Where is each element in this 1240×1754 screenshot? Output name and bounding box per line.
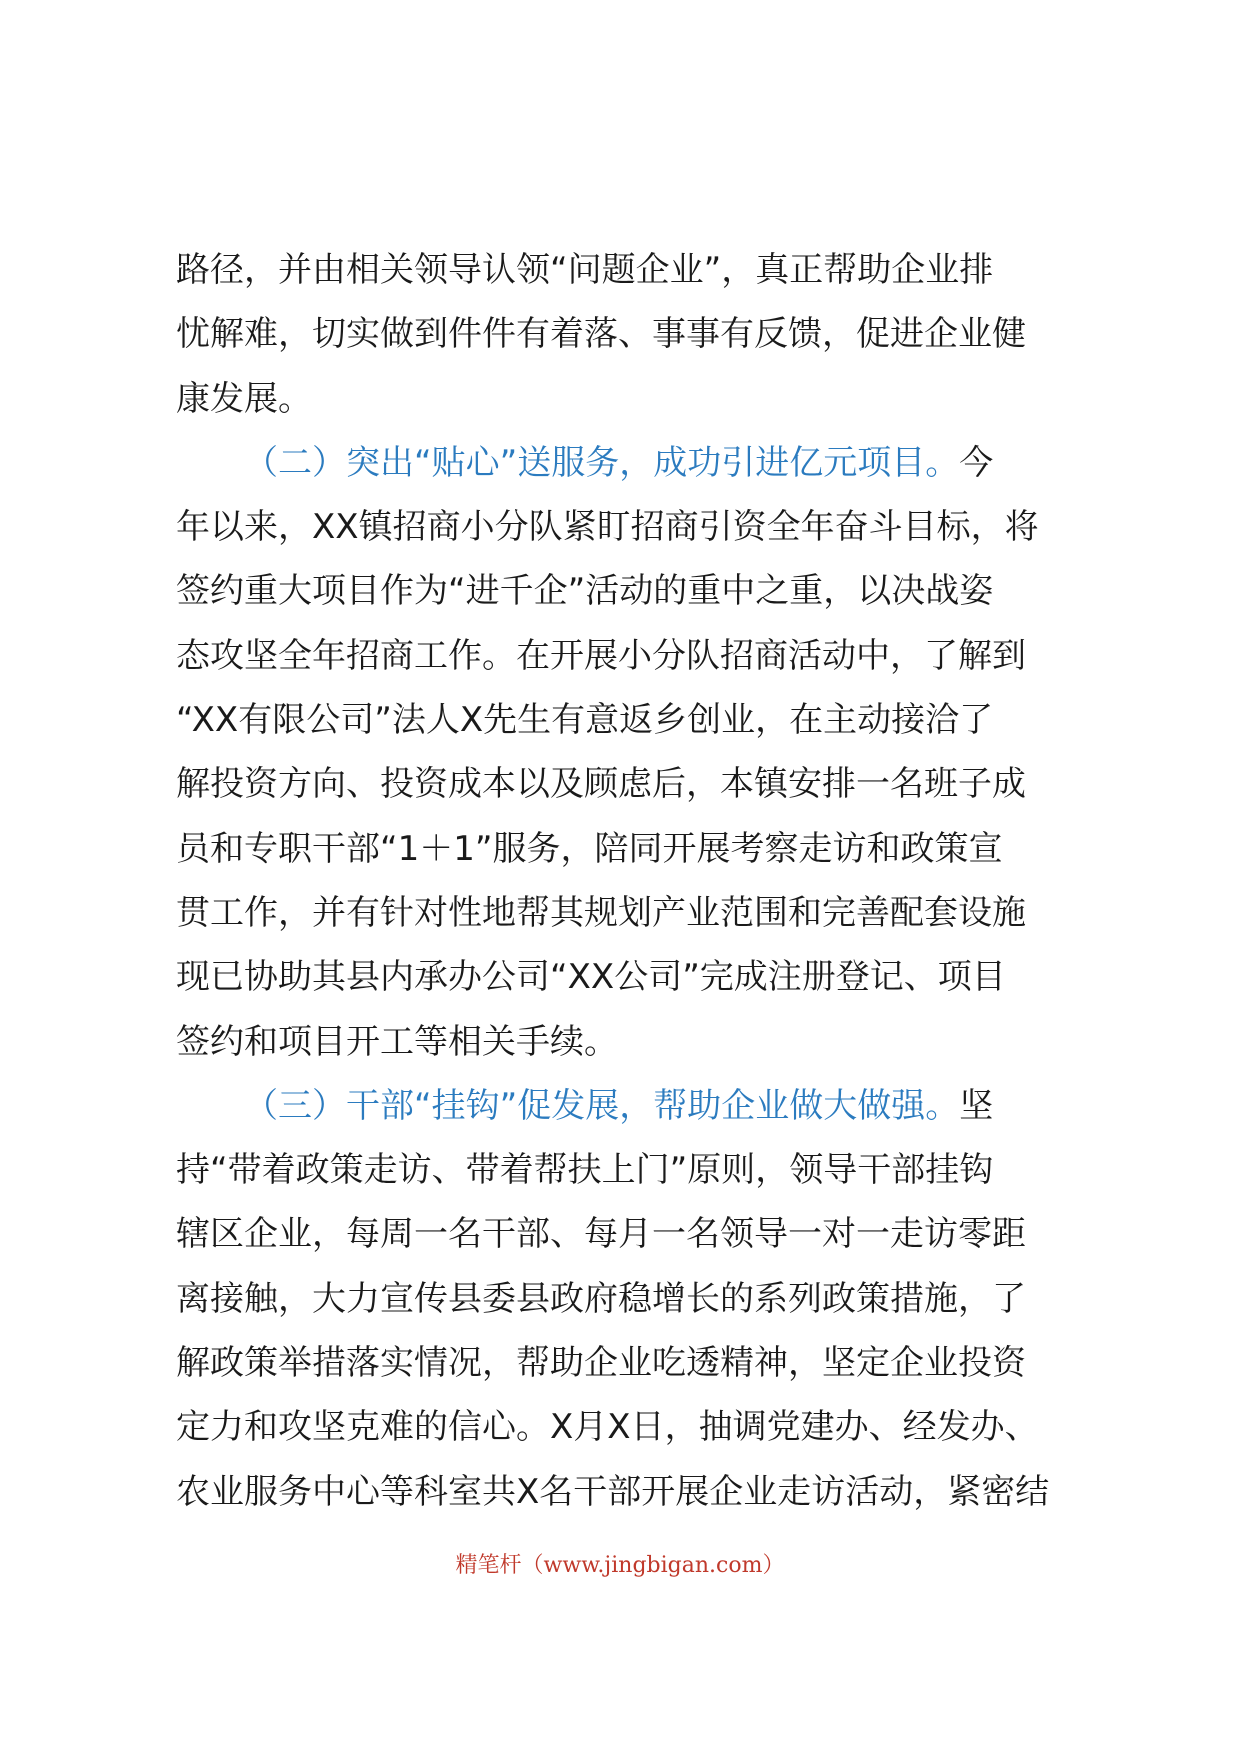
text-line: 定力和攻坚克难的信心。X月X日，抽调党建办、经发办、 <box>176 1407 1039 1448</box>
footer-watermark: 精笔杆（www.jingbigan.com） <box>455 1553 785 1578</box>
text-line: “XX有限公司”法人X先生有意返乡创业，在主动接洽了 <box>176 700 994 741</box>
text-line: 离接触，大力宣传县委县政府稳增长的系列政策措施，了 <box>176 1278 1026 1319</box>
text-line: 康发展。 <box>176 378 312 419</box>
text-line: 年以来，XX镇招商小分队紧盯招商引资全年奋斗目标，将 <box>176 507 1039 548</box>
text-line: 员和专职干部“1＋1”服务，陪同开展考察走访和政策宣 <box>176 828 1003 869</box>
section-heading-3: （三）干部“挂钩”促发展，帮助企业做大做强。 <box>244 1085 960 1126</box>
text-line: 贯工作，并有针对性地帮其规划产业范围和完善配套设施 <box>176 892 1026 933</box>
section-heading-line <box>176 1074 1116 1138</box>
text-line: 解投资方向、投资成本以及顾虑后，本镇安排一名班子成 <box>176 764 1026 805</box>
text-line: 态攻坚全年招商工作。在开展小分队招商活动中，了解到 <box>176 635 1026 676</box>
text-line: 现已协助其县内承办公司“XX公司”完成注册登记、项目 <box>176 957 1006 998</box>
text-line: 签约重大项目作为“进千企”活动的重中之重，以决战姿 <box>176 571 994 612</box>
heading-trailing-text: 坚 <box>959 1085 994 1126</box>
heading-trailing-text: 今 <box>959 442 994 483</box>
section-heading-2: （二）突出“贴心”送服务，成功引进亿元项目。 <box>244 442 960 483</box>
text-line: 签约和项目开工等相关手续。 <box>176 1021 618 1062</box>
text-line: 路径，并由相关领导认领“问题企业”，真正帮助企业排 <box>176 250 994 290</box>
text-line: 忧解难，切实做到件件有着落、事事有反馈，促进企业健 <box>176 314 1026 355</box>
section-heading-line <box>176 431 1116 495</box>
document-body <box>176 238 1116 1524</box>
text-line: 辖区企业，每周一名干部、每月一名领导一对一走访零距 <box>176 1214 1026 1255</box>
text-line: 农业服务中心等科室共X名干部开展企业走访活动，紧密结 <box>176 1471 1050 1512</box>
text-line: 持“带着政策走访、带着帮扶上门”原则，领导干部挂钩 <box>176 1150 994 1191</box>
text-line: 解政策举措落实情况，帮助企业吃透精神，坚定企业投资 <box>176 1343 1026 1384</box>
